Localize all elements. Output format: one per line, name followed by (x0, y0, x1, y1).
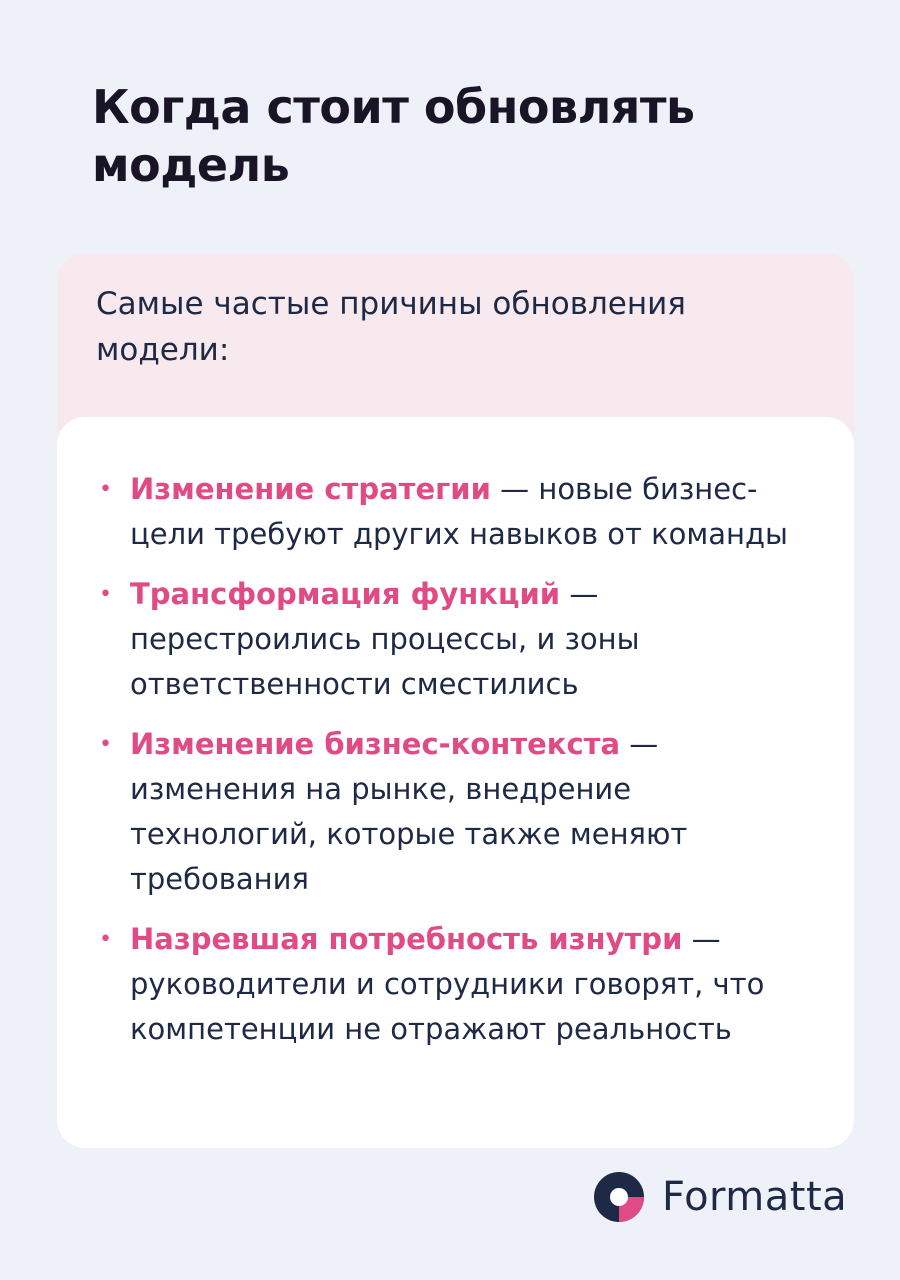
page-title: Когда стоит обновлять модель (92, 80, 695, 192)
card-intro: Самые частые причины обновления модели: (96, 286, 686, 368)
brand-name: Formatta (662, 1174, 848, 1220)
reason-title: Назревшая потребность изнутри (130, 922, 683, 956)
list-item (99, 467, 799, 557)
bullet-dot-icon: • (99, 927, 112, 952)
list-item (99, 572, 799, 707)
reasons-list-panel (57, 417, 854, 1148)
reasons-card (57, 253, 854, 1148)
bullet-dot-icon: • (99, 582, 112, 607)
reason-description: — руководители и сотрудники говорят, что компетенции не отражают реальность (130, 922, 765, 1046)
reason-title: Изменение бизнес-контекста (130, 727, 621, 761)
reason-title: Трансформация функций (130, 577, 561, 611)
reasons-list (99, 467, 799, 1067)
list-item (99, 722, 799, 902)
list-item (99, 917, 799, 1052)
bullet-dot-icon: • (99, 477, 112, 502)
reason-title: Изменение стратегии (130, 472, 491, 506)
bullet-dot-icon: • (99, 732, 112, 757)
reason-description: — изменения на рынке, внедрение технологий, которые также меняют требования (130, 727, 688, 896)
reason-description: — перестроились процессы, и зоны ответственности сместились (130, 577, 640, 701)
brand-logo (594, 1172, 847, 1222)
formatta-logo-icon (594, 1172, 644, 1222)
reason-description: — новые бизнес-цели требуют других навыков от команды (130, 472, 788, 551)
